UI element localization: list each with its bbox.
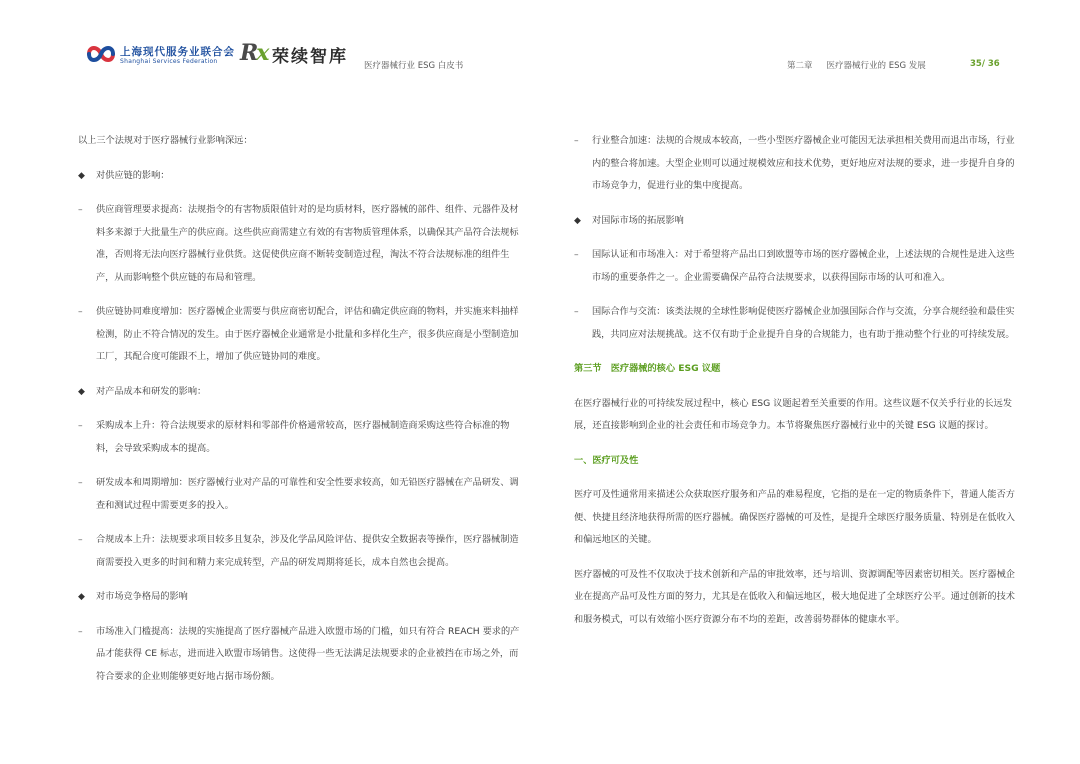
diamond-bullet-icon: ◆ (78, 386, 85, 397)
rx-logo: Rx (240, 40, 268, 66)
body-paragraph: 医疗可及性通常用来描述公众获取医疗服务和产品的难易程度，它指的是在一定的物质条件下，普通人能否方便、快捷且经济地获得所需的医疗器械。确保医疗器械的可及性，是提升全球医疗服务质量、特别是在低收入和偏远地区的关键。 (574, 489, 1015, 545)
dash-marker: – (78, 306, 83, 317)
page-number: 35/ 36 (970, 59, 1000, 69)
dash-marker: – (78, 204, 83, 215)
brand-name: 荣续智库 (272, 47, 348, 67)
body-paragraph: 在医疗器械行业的可持续发展过程中，核心 ESG 议题起着至关重要的作用。这些议题不仅关乎行业的长远发展，还直接影响到企业的社会责任和市场竞争力。本节将聚焦医疗器械行业中的关键 ESG 议题的探讨。 (574, 397, 1013, 431)
dash-item: – 采购成本上升：符合法规要求的原材料和零部件价格通常较高，医疗器械制造商采购这些符合标准的物料，会导致采购成本的提高。 (78, 415, 520, 460)
dash-marker: – (78, 625, 83, 637)
left-column (78, 130, 520, 700)
body-paragraph: 医疗器械的可及性不仅取决于技术创新和产品的审批效率，还与培训、资源调配等因素密切相关。医疗器械企业在提高产品可及性方面的努力，尤其是在低收入和偏远地区，极大地促进了全球医疗公平。通过创新的技术和服务模式，可以有效缩小医疗资源分布不均的差距，改善弱势群体的健康水平。 (574, 568, 1015, 625)
dash-item: – 行业整合加速：法规的合规成本较高，一些小型医疗器械企业可能因无法承担相关费用而退出市场，行业内的整合将加速。大型企业则可以通过规模效应和技术优势，更好地应对法规的要求，进一步提升自身的市场竞争力，促进行业的集中度提高。 (574, 130, 1016, 198)
dash-marker: – (574, 306, 579, 317)
chapter-title: 医疗器械行业的 ESG 发展 (826, 61, 926, 71)
dash-item: – 供应链协同难度增加：医疗器械企业需要与供应商密切配合，评估和确定供应商的物料，并实施来料抽样检测，防止不符合情况的发生。由于医疗器械企业通常是小批量和多样化生产，很多供应商是小型制造加工厂，其配合度可能跟不上，增加了供应链协同的难度。 (78, 301, 520, 369)
dash-item: – 国际认证和市场准入：对于希望将产品出口到欧盟等市场的医疗器械企业，上述法规的合规性是进入这些市场的重要条件之一。企业需要确保产品符合法规要求，以获得国际市场的认可和准入。 (574, 244, 1016, 289)
intro-paragraph: 以上三个法规对于医疗器械行业影响深远： (78, 135, 253, 146)
bullet-item: ◆ 对产品成本和研发的影响： (78, 381, 520, 404)
dash-marker: – (78, 477, 83, 488)
org-name-cn: 上海现代服务业联合会 (120, 46, 235, 58)
dash-marker: – (574, 135, 579, 146)
dash-item: – 国际合作与交流：该类法规的全球性影响促使医疗器械企业加强国际合作与交流，分享合规经验和最佳实践，共同应对法规挑战。这不仅有助于企业提升自身的合规能力，也有助于推动整个行业的可持续发展。 (574, 301, 1016, 346)
org-name-en: Shanghai Services Federation (120, 58, 218, 65)
dash-item: – 供应商管理要求提高：法规指令的有害物质限值针对的是均质材料，医疗器械的部件、组件、元器件及材料多来源于大批量生产的供应商。这些供应商需建立有效的有害物质管理体系，以确保其产品符合法规标准，否则将无法向医疗器械行业供货。这促使供应商不断转变制造过程，淘汰不符合法规标准的组件生产，从而影响整个供应链的布局和管理。 (78, 199, 520, 289)
chapter-number: 第二章 (787, 61, 813, 71)
dash-item: – 市场准入门槛提高：法规的实施提高了医疗器械产品进入欧盟市场的门槛，如只有符合 REACH 要求的产品才能获得 CE 标志，进而进入欧盟市场销售。这使得一些无法满足法规要求的企业被挡在市场之外，而符合要求的企业则能够更好地占据市场份额。 (78, 621, 520, 689)
section-heading: 第三节 医疗器械的核心 ESG 议题 (574, 363, 721, 374)
document-title: 医疗器械行业 ESG 白皮书 (364, 61, 464, 71)
chapter-heading (787, 59, 940, 71)
right-column (574, 130, 1016, 643)
dash-marker: – (574, 249, 579, 260)
bullet-item: ◆ 对市场竞争格局的影响 (78, 586, 520, 609)
bullet-item: ◆ 对供应链的影响： (78, 165, 520, 188)
dash-item: – 研发成本和周期增加：医疗器械行业对产品的可靠性和安全性要求较高，如无铅医疗器械在产品研发、调查和测试过程中需要更多的投入。 (78, 472, 520, 517)
page-header (0, 0, 1080, 80)
diamond-bullet-icon: ◆ (78, 592, 85, 602)
dash-marker: – (78, 534, 83, 545)
subsection-heading: 一、医疗可及性 (574, 454, 639, 466)
diamond-bullet-icon: ◆ (574, 215, 581, 226)
dash-marker: – (78, 420, 83, 431)
federation-logo-icon (86, 42, 116, 66)
dash-item: – 合规成本上升：法规要求项目较多且复杂，涉及化学品风险评估、提供安全数据表等操作，医疗器械制造商需要投入更多的时间和精力来完成转型，产品的研发周期将延长，成本自然也会提高。 (78, 529, 520, 574)
bullet-item: ◆ 对国际市场的拓展影响 (574, 210, 1016, 233)
diamond-bullet-icon: ◆ (78, 170, 85, 181)
